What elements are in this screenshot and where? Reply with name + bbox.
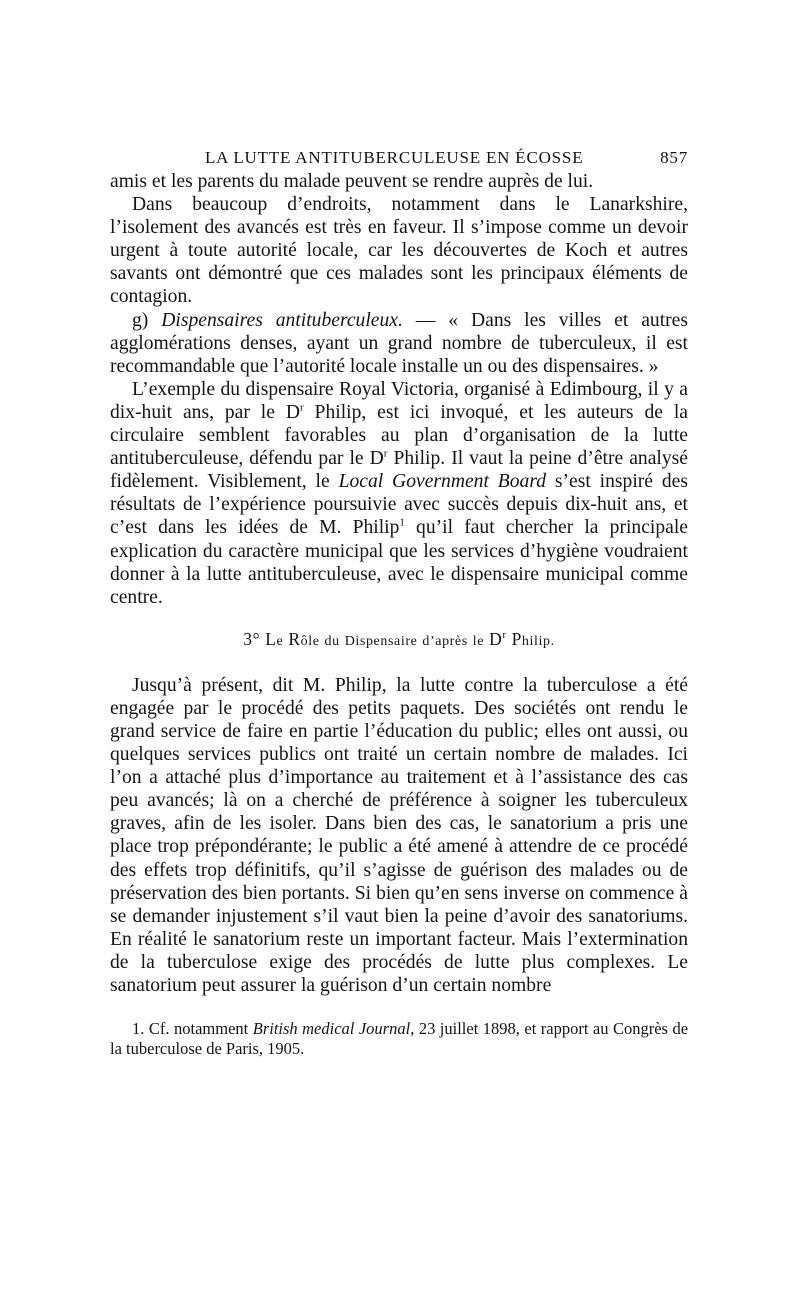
running-head [110, 140, 688, 170]
footnote-marker: 1 [399, 516, 405, 529]
heading-run: P [511, 628, 522, 649]
heading-run: ôle [300, 633, 320, 649]
text-run: Philip. Il vaut la peine d’être analysé fidèlement. Visiblement, le [110, 448, 688, 493]
superscript: r [502, 628, 507, 641]
heading-run: e [276, 633, 284, 649]
body-text [110, 170, 688, 609]
heading-run: D [344, 633, 356, 649]
heading-run: d’après [422, 633, 468, 649]
paragraph-philip: Jusqu’à présent, dit M. Philip, la lutte contre la tuberculose a été engagée par le procédé des petits paquets. Des sociétés ont rendu le grand service de faire en partie l’éducation du public; elles ont aussi, ou quelques services publics ont traité un certain nombre de malades. Ici l’on a attaché plus d’importance au traitement et à l’assistance des cas peu avancés; là on a cherché de préférence à soigner les tuberculeux graves, afin de les isoler. Dans bien des cas, le sanatorium a pris une place trop prépondérante; le public a été amené à attendre de ce procédé des effets trop définitifs, qu’il s’agisse de guérison des malades ou de préservation des bien portants. Si bien qu’en sens inverse on commence à se demander injustement s’il vaut bien la peine d’avoir des sanatoriums. En réalité le sanatorium reste un important facteur. Mais l’extermination de la tuberculose exige des procédés de lutte plus complexes. Le sanatorium peut assurer la guérison d’un certain nombre [110, 674, 688, 996]
paragraph-dispensaires [110, 309, 688, 378]
footnotes [110, 1019, 688, 1059]
text-run: qu’il faut chercher la principale explication du caractère municipal que les services d’hygiène voudraient donner à la lutte antituberculeuse, avec le dispensaire municipal comme centre. [110, 517, 688, 608]
heading-number: 3° [243, 628, 261, 649]
heading-run: du [324, 633, 340, 649]
heading-run: L [265, 628, 277, 649]
heading-run: R [288, 628, 301, 649]
heading-run: D [489, 628, 503, 649]
heading-run: ispensaire [355, 633, 418, 649]
superscript: r [299, 401, 304, 414]
superscript: r [383, 447, 388, 460]
section-heading [110, 629, 688, 650]
italic-run: British medical Journal [252, 1019, 411, 1039]
item-label: g) [132, 309, 149, 331]
paragraph-continuation: amis et les parents du malade peuvent se rendre auprès de lui. [110, 171, 594, 192]
text-run: Philip, est ici invoqué, et les auteurs de la circulaire semblent favorables au plan d’organisation de la lutte antituberculeuse, défendu par le D [110, 401, 688, 470]
footnote [110, 1019, 688, 1059]
running-title: LA LUTTE ANTITUBERCULEUSE EN ÉCOSSE [205, 148, 584, 167]
item-title: Dispensaires antituberculeux. [161, 309, 403, 331]
body-text-section [110, 674, 688, 997]
text-run: L’exemple du dispensaire Royal Victoria, organisé à Edimbourg, il y a dix-huit ans, par le D [110, 378, 688, 423]
paragraph-royal-victoria [110, 378, 688, 609]
item-quote: — « Dans les villes et autres agglomérations denses, ayant un grand nombre de tuberculeux, il est recommandable que l’autorité locale installe un ou des dispensaires. » [110, 309, 688, 377]
italic-run: Local Government Board [338, 471, 547, 493]
text-run: Cf. notamment [148, 1019, 249, 1039]
heading-run: hilip. [521, 633, 555, 649]
text-run: s’est inspiré des résultats de l’expérience poursuivie avec succès depuis dix-huit ans, et c’est dans les idées de M. Philip [110, 471, 688, 539]
book-page [110, 140, 688, 1059]
footnote-number: 1. [132, 1019, 145, 1039]
text-run: , 23 juillet 1898, et rapport au Congrès de la tuberculose de Paris, 1905. [110, 1019, 689, 1059]
heading-run: le [472, 633, 485, 649]
page-number: 857 [660, 148, 688, 167]
paragraph-isolation: Dans beaucoup d’endroits, notamment dans le Lanarkshire, l’isolement des avancés est très en faveur. Il s’impose comme un devoir urgent à toute autorité locale, car les découvertes de Koch et autres savants ont démontré que ces malades sont les principaux éléments de contagion. [110, 194, 688, 308]
